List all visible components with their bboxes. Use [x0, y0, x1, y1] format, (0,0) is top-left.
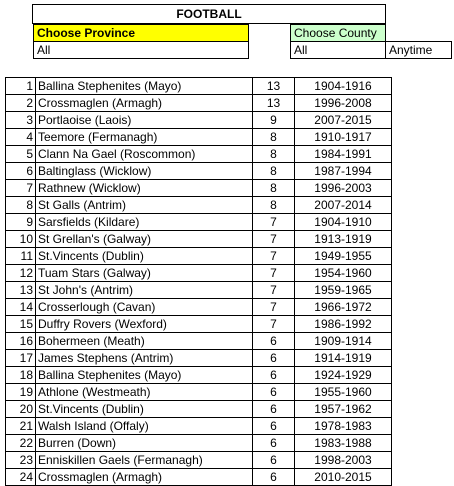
titles-cell[interactable]: 6: [253, 418, 295, 435]
rank-cell[interactable]: 13: [6, 282, 36, 299]
team-cell[interactable]: St John's (Antrim): [36, 282, 253, 299]
years-cell[interactable]: 1996-2003: [295, 180, 392, 197]
rank-cell[interactable]: 21: [6, 418, 36, 435]
table-row: [6, 129, 392, 146]
titles-cell[interactable]: 7: [253, 282, 295, 299]
years-cell[interactable]: 2010-2015: [295, 469, 392, 486]
table-row: [6, 401, 392, 418]
rank-cell[interactable]: 14: [6, 299, 36, 316]
team-cell[interactable]: Sarsfields (Kildare): [36, 214, 253, 231]
years-cell[interactable]: 1904-1910: [295, 214, 392, 231]
team-cell[interactable]: Enniskillen Gaels (Fermanagh): [36, 452, 253, 469]
team-cell[interactable]: Rathnew (Wicklow): [36, 180, 253, 197]
titles-cell[interactable]: 6: [253, 452, 295, 469]
rank-cell[interactable]: 10: [6, 231, 36, 248]
table-row: [6, 163, 392, 180]
team-cell[interactable]: Crossmaglen (Armagh): [36, 95, 253, 112]
table-row: [6, 469, 392, 486]
team-cell[interactable]: James Stephens (Antrim): [36, 350, 253, 367]
table-row: [6, 248, 392, 265]
years-cell[interactable]: 1949-1955: [295, 248, 392, 265]
titles-cell[interactable]: 7: [253, 299, 295, 316]
years-cell[interactable]: 1996-2008: [295, 95, 392, 112]
rank-cell[interactable]: 20: [6, 401, 36, 418]
table-row: [6, 282, 392, 299]
titles-cell[interactable]: 8: [253, 197, 295, 214]
rank-cell[interactable]: 22: [6, 435, 36, 452]
rank-cell[interactable]: 3: [6, 112, 36, 129]
titles-cell[interactable]: 6: [253, 350, 295, 367]
table-row: [6, 231, 392, 248]
table-row: [6, 435, 392, 452]
titles-cell[interactable]: 7: [253, 265, 295, 282]
rank-cell[interactable]: 8: [6, 197, 36, 214]
table-row: [6, 146, 392, 163]
table-row: [6, 197, 392, 214]
rank-cell[interactable]: 5: [6, 146, 36, 163]
titles-cell[interactable]: 7: [253, 248, 295, 265]
table-row: [6, 78, 392, 95]
years-cell[interactable]: 1954-1960: [295, 265, 392, 282]
years-cell[interactable]: 1959-1965: [295, 282, 392, 299]
rank-cell[interactable]: 18: [6, 367, 36, 384]
titles-cell[interactable]: 7: [253, 214, 295, 231]
titles-cell[interactable]: 6: [253, 401, 295, 418]
team-cell[interactable]: St Galls (Antrim): [36, 197, 253, 214]
years-cell[interactable]: 1924-1929: [295, 367, 392, 384]
years-cell[interactable]: 1984-1991: [295, 146, 392, 163]
years-cell[interactable]: 1987-1994: [295, 163, 392, 180]
team-cell[interactable]: Ballina Stephenites (Mayo): [36, 367, 253, 384]
team-cell[interactable]: St.Vincents (Dublin): [36, 401, 253, 418]
team-cell[interactable]: Walsh Island (Offaly): [36, 418, 253, 435]
sheet-title: FOOTBALL: [32, 4, 386, 24]
titles-cell[interactable]: 9: [253, 112, 295, 129]
years-cell[interactable]: 1966-1972: [295, 299, 392, 316]
years-cell[interactable]: 1904-1916: [295, 78, 392, 95]
rank-cell[interactable]: 11: [6, 248, 36, 265]
rank-cell[interactable]: 9: [6, 214, 36, 231]
rank-cell[interactable]: 1: [6, 78, 36, 95]
table-row: [6, 180, 392, 197]
results-table-body: [6, 78, 392, 486]
team-cell[interactable]: Baltinglass (Wicklow): [36, 163, 253, 180]
time-period-select[interactable]: Anytime: [385, 41, 452, 59]
team-cell[interactable]: Crossmaglen (Armagh): [36, 469, 253, 486]
titles-cell[interactable]: 6: [253, 469, 295, 486]
team-cell[interactable]: Tuam Stars (Galway): [36, 265, 253, 282]
table-row: [6, 350, 392, 367]
table-row: [6, 299, 392, 316]
years-cell[interactable]: 1909-1914: [295, 333, 392, 350]
rank-cell[interactable]: 15: [6, 316, 36, 333]
table-row: [6, 95, 392, 112]
years-cell[interactable]: 1955-1960: [295, 384, 392, 401]
team-cell[interactable]: Teemore (Fermanagh): [36, 129, 253, 146]
province-select[interactable]: All: [33, 41, 249, 59]
rank-cell[interactable]: 7: [6, 180, 36, 197]
rank-cell[interactable]: 24: [6, 469, 36, 486]
team-cell[interactable]: St Grellan's (Galway): [36, 231, 253, 248]
titles-cell[interactable]: 8: [253, 180, 295, 197]
titles-cell[interactable]: 8: [253, 129, 295, 146]
table-row: [6, 316, 392, 333]
team-cell[interactable]: Crosserlough (Cavan): [36, 299, 253, 316]
titles-cell[interactable]: 13: [253, 78, 295, 95]
team-cell[interactable]: Bohermeen (Meath): [36, 333, 253, 350]
county-select[interactable]: All: [290, 41, 386, 59]
titles-cell[interactable]: 8: [253, 163, 295, 180]
rank-cell[interactable]: 2: [6, 95, 36, 112]
table-row: [6, 265, 392, 282]
rank-cell[interactable]: 19: [6, 384, 36, 401]
years-cell[interactable]: 1957-1962: [295, 401, 392, 418]
rank-cell[interactable]: 16: [6, 333, 36, 350]
years-cell[interactable]: 1913-1919: [295, 231, 392, 248]
years-cell[interactable]: 1914-1919: [295, 350, 392, 367]
years-cell[interactable]: 1998-2003: [295, 452, 392, 469]
table-row: [6, 452, 392, 469]
years-cell[interactable]: 1986-1992: [295, 316, 392, 333]
table-row: [6, 384, 392, 401]
team-cell[interactable]: Portlaoise (Laois): [36, 112, 253, 129]
table-row: [6, 112, 392, 129]
years-cell[interactable]: 2007-2014: [295, 197, 392, 214]
table-row: [6, 214, 392, 231]
years-cell[interactable]: 2007-2015: [295, 112, 392, 129]
table-row: [6, 367, 392, 384]
team-cell[interactable]: Ballina Stephenites (Mayo): [36, 78, 253, 95]
rank-cell[interactable]: 17: [6, 350, 36, 367]
titles-cell[interactable]: 7: [253, 231, 295, 248]
results-table: [5, 77, 392, 486]
titles-cell[interactable]: 7: [253, 316, 295, 333]
titles-cell[interactable]: 6: [253, 384, 295, 401]
titles-cell[interactable]: 8: [253, 146, 295, 163]
rank-cell[interactable]: 12: [6, 265, 36, 282]
rank-cell[interactable]: 23: [6, 452, 36, 469]
rank-cell[interactable]: 4: [6, 129, 36, 146]
team-cell[interactable]: Clann Na Gael (Roscommon): [36, 146, 253, 163]
team-cell[interactable]: Burren (Down): [36, 435, 253, 452]
titles-cell[interactable]: 6: [253, 435, 295, 452]
province-label: Choose Province: [33, 24, 249, 42]
county-label: Choose County: [290, 24, 386, 42]
titles-cell[interactable]: 13: [253, 95, 295, 112]
years-cell[interactable]: 1983-1988: [295, 435, 392, 452]
table-row: [6, 333, 392, 350]
titles-cell[interactable]: 6: [253, 333, 295, 350]
team-cell[interactable]: Duffry Rovers (Wexford): [36, 316, 253, 333]
team-cell[interactable]: St.Vincents (Dublin): [36, 248, 253, 265]
years-cell[interactable]: 1910-1917: [295, 129, 392, 146]
years-cell[interactable]: 1978-1983: [295, 418, 392, 435]
table-row: [6, 418, 392, 435]
titles-cell[interactable]: 6: [253, 367, 295, 384]
rank-cell[interactable]: 6: [6, 163, 36, 180]
team-cell[interactable]: Athlone (Westmeath): [36, 384, 253, 401]
